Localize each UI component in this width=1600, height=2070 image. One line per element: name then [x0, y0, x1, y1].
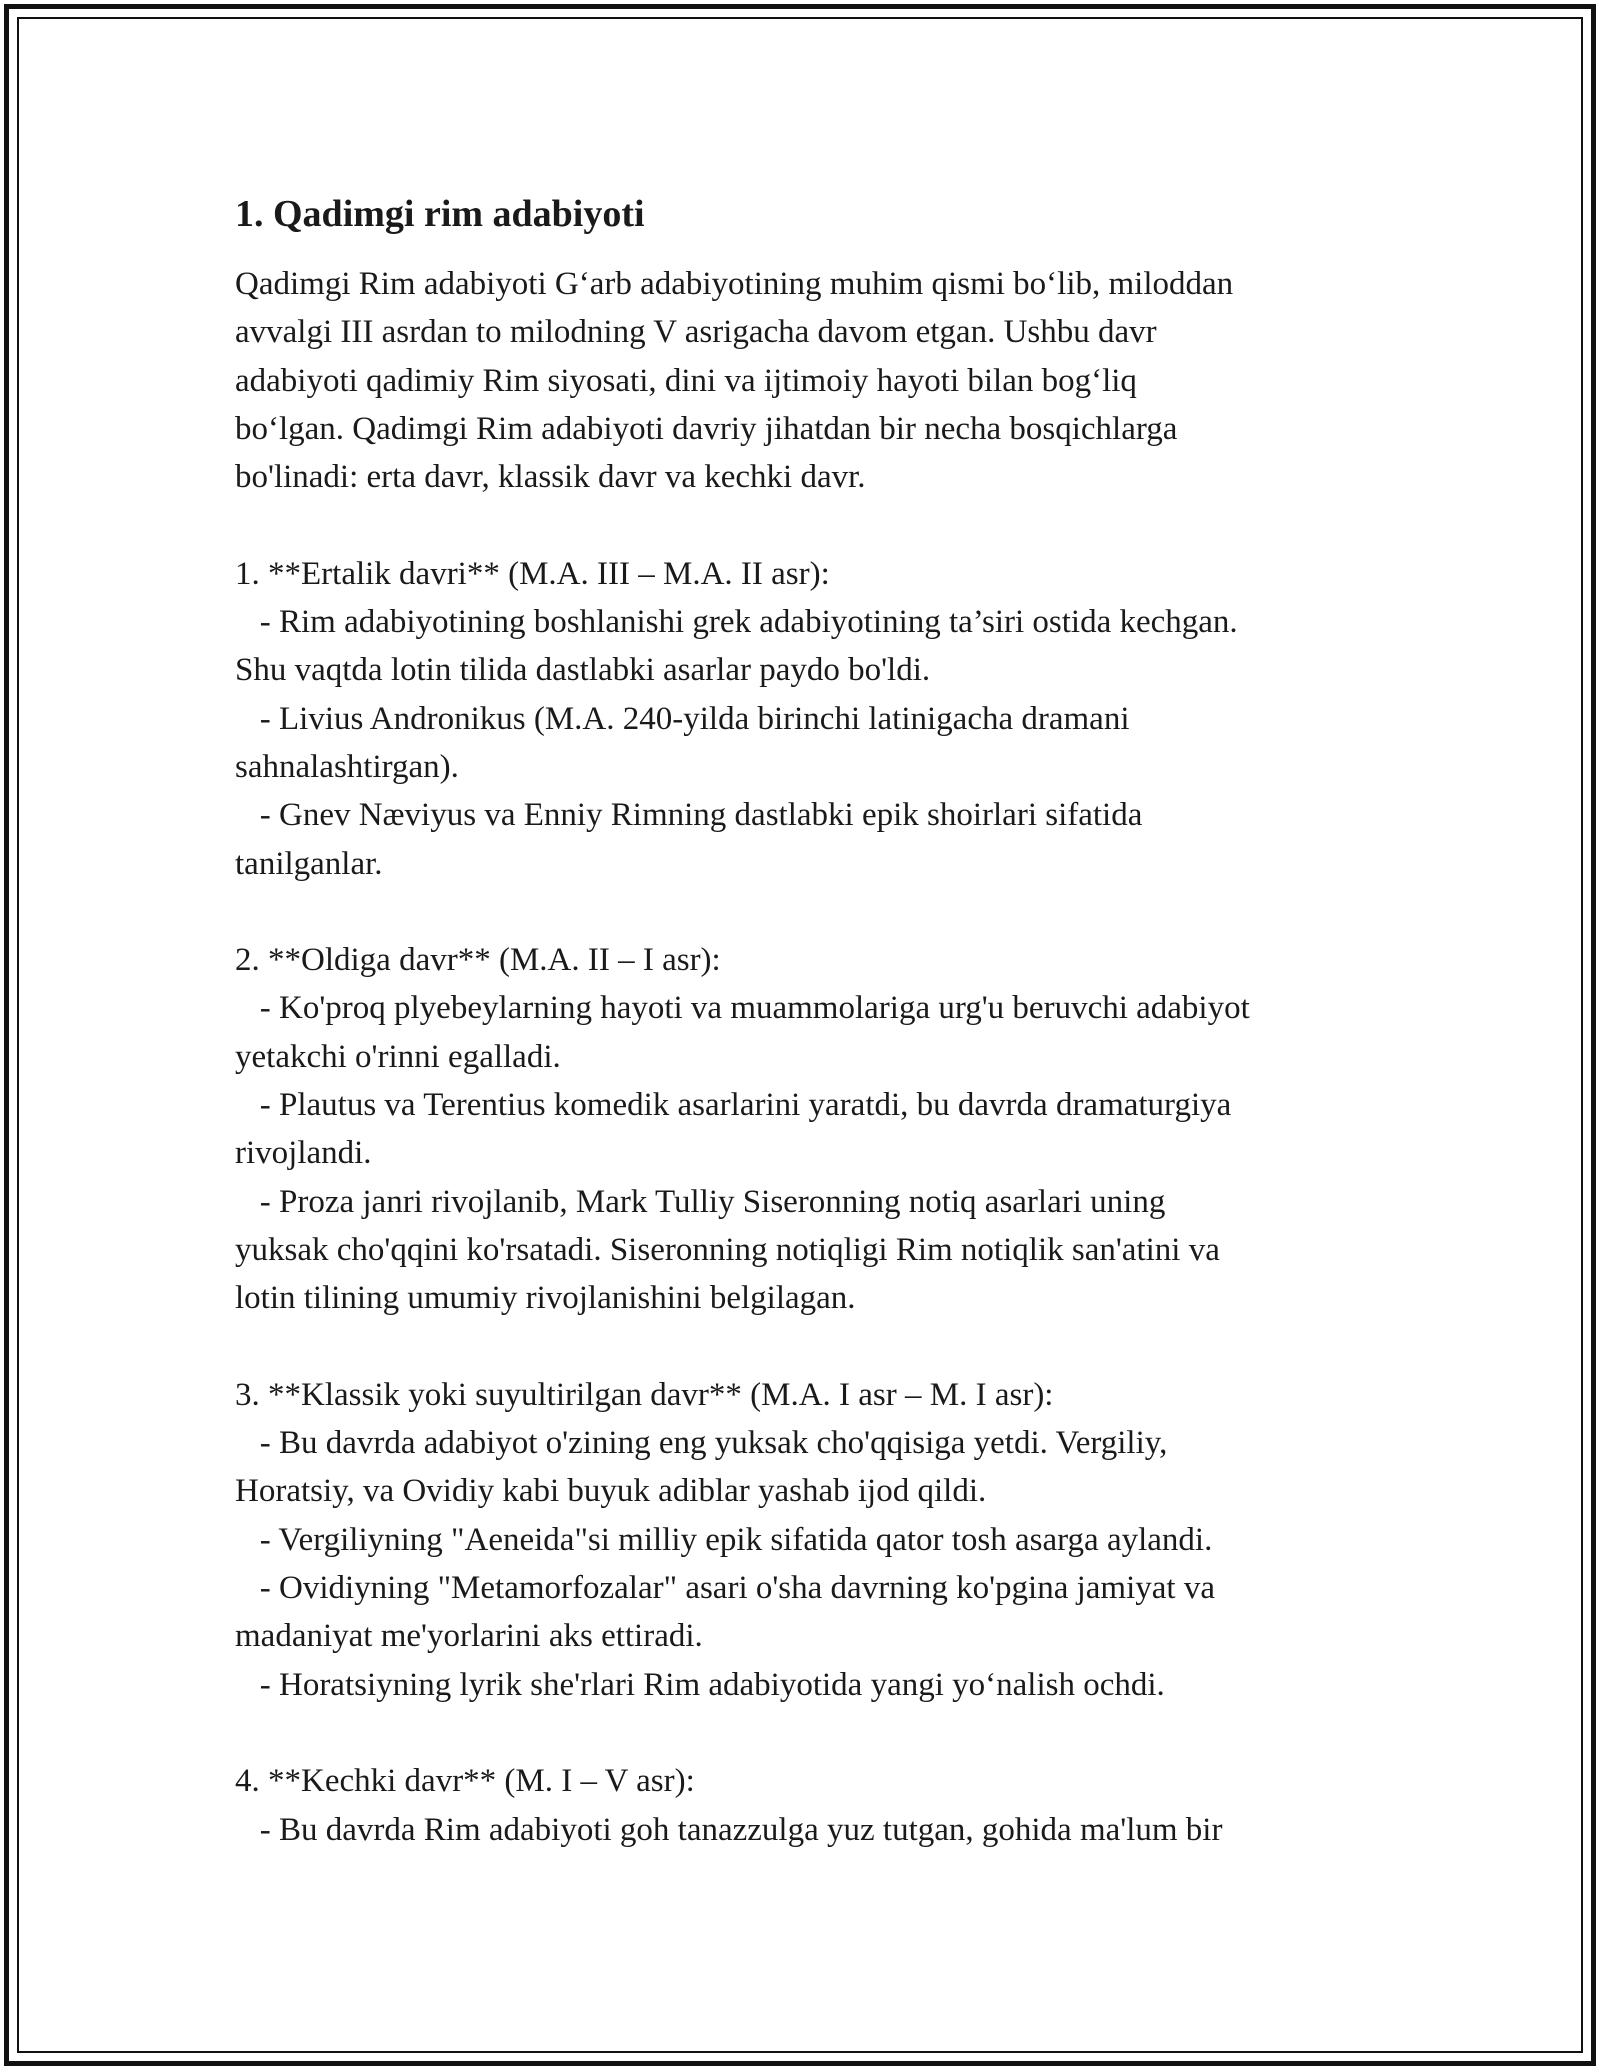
section-title: 1. Qadimgi rim adabiyoti: [235, 193, 645, 235]
section-body: Qadimgi Rim adabiyoti G‘arb adabiyotining muhim qismi bo‘lib, miloddan avvalgi III asrdan to milodning V asrigacha davom etgan. Ushbu davr adabiyoti qadimiy Rim siyosati, dini va ijtimoiy hayoti bilan bog‘liq bo‘lgan. Qadimgi Rim adabiyoti davriy jihatdan bir necha bosqichlarga bo'linadi: erta davr, klassik davr va kechki davr. 1. **Ertalik davri** (M.A. III – M.A. II asr): - Rim adabiyotining boshlanishi grek adabiyotining ta’siri ostida kechgan. Shu vaqtda lotin tilida dastlabki asarlar paydo bo'ldi. - Livius Andronikus (M.A. 240-yilda birinchi latinigacha dramani sahnalashtirgan). - Gnev Næviyus va Enniy Rimning dastlabki epik shoirlari sifatida tanilganlar. 2. **Oldiga davr** (M.A. II – I asr): - Ko'proq plyebeylarning hayoti va muammolariga urg'u beruvchi adabiyot yetakchi o'rinni egalladi. - Plautus va Terentius komedik asarlarini yaratdi, bu davrda dramaturgiya rivojlandi. - Proza janri rivojlanib, Mark Tulliy Siseronning notiq asarlari uning yuksak cho'qqini ko'rsatadi. Siseronning notiqligi Rim notiqlik san'atini va lotin tilining umumiy rivojlanishini belgilagan. 3. **Klassik yoki suyultirilgan davr** (M.A. I asr – M. I asr): - Bu davrda adabiyot o'zining eng yuksak cho'qqisiga yetdi. Vergiliy, Horatsiy, va Ovidiy kabi buyuk adiblar yashab ijod qildi. - Vergiliyning "Aeneida"si milliy epik sifatida qator tosh asarga aylandi. - Ovidiyning "Metamorfozalar" asari o'sha davrning ko'pgina jamiyat va madaniyat me'yorlarini aks ettiradi. - Horatsiyning lyrik she'rlari Rim adabiyotida yangi yo‘nalish ochdi. 4. **Kechki davr** (M. I – V asr): - Bu davrda Rim adabiyoti goh tanazzulga yuz tutgan, gohida ma'lum bir: [235, 266, 1250, 1848]
document-content: [235, 186, 1395, 1854]
